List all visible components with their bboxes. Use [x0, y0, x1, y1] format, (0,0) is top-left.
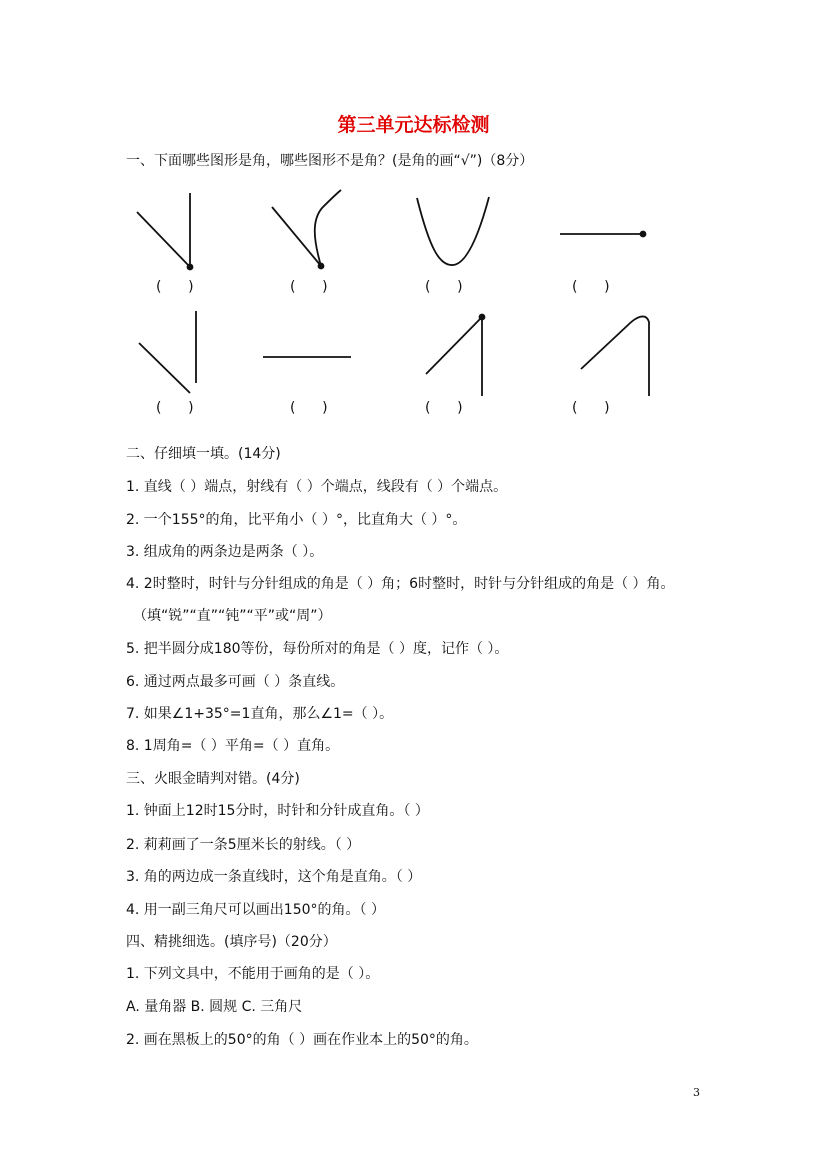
section3-item-2: 2. 莉莉画了一条5厘米长的射线。（ ）	[126, 837, 361, 853]
figure-5	[139, 311, 196, 393]
answer-blank-4[interactable]: ( )	[572, 279, 610, 295]
section3-heading: 三、火眼金睛判对错。(4分)	[126, 771, 300, 787]
section2-item-5: 5. 把半圆分成180等份，每份所对的角是（ ）度，记作（ ）。	[126, 641, 509, 657]
figure-4	[560, 232, 646, 237]
section2-item-4: 4. 2时整时，时针与分针组成的角是（ ）角；6时整时，时针与分针组成的角是（ ）角。	[126, 576, 675, 592]
section4-item-1: 1. 下列文具中，不能用于画角的是（ ）。	[126, 966, 380, 982]
section4-item-2: 2. 画在黑板上的50°的角（ ）画在作业本上的50°的角。	[126, 1032, 478, 1048]
page-title: 第三单元达标检测	[337, 114, 490, 136]
answer-blank-2[interactable]: ( )	[290, 279, 328, 295]
answer-blank-5[interactable]: ( )	[156, 400, 194, 416]
section2-item-7: 7. 如果∠1+35°=1直角，那么∠1=（ ）。	[126, 706, 394, 722]
section3-item-1: 1. 钟面上12时15分时，时针和分针成直角。（ ）	[126, 803, 429, 819]
section4-heading: 四、精挑细选。(填序号)（20分）	[126, 934, 337, 950]
figure-8	[581, 316, 649, 396]
section2-heading: 二、仔细填一填。(14分)	[126, 446, 281, 462]
answer-blank-1[interactable]: ( )	[156, 279, 194, 295]
figure-7	[426, 315, 485, 397]
section3-item-3: 3. 角的两边成一条直线时，这个角是直角。（ ）	[126, 869, 422, 885]
figure-1	[137, 193, 193, 270]
angle-figures	[0, 0, 827, 430]
figure-3	[417, 197, 489, 265]
answer-blank-7[interactable]: ( )	[425, 400, 463, 416]
answer-blank-6[interactable]: ( )	[290, 400, 328, 416]
section2-item-6: 6. 通过两点最多可画（ ）条直线。	[126, 674, 345, 690]
answer-blank-3[interactable]: ( )	[425, 279, 463, 295]
section3-item-4: 4. 用一副三角尺可以画出150°的角。（ ）	[126, 902, 385, 918]
section2-item-1: 1. 直线（ ）端点，射线有（ ）个端点，线段有（ ）个端点。	[126, 479, 508, 495]
section2-item-8: 8. 1周角=（ ）平角=（ ）直角。	[126, 738, 340, 754]
section1-heading: 一、下面哪些图形是角，哪些图形不是角？(是角的画“√”)（8分）	[126, 153, 534, 169]
section2-item-3: 3. 组成角的两条边是两条（ ）。	[126, 544, 324, 560]
page-number: 3	[693, 1086, 700, 1099]
section2-item-2: 2. 一个155°的角，比平角小（ ）°，比直角大（ ）°。	[126, 512, 467, 528]
answer-blank-8[interactable]: ( )	[572, 400, 610, 416]
figure-2	[272, 190, 341, 269]
section4-item-1-options: A. 量角器 B. 圆规 C. 三角尺	[126, 999, 303, 1015]
section2-item-4-note: （填“锐”“直”“钝”“平”或“周”）	[133, 608, 332, 624]
